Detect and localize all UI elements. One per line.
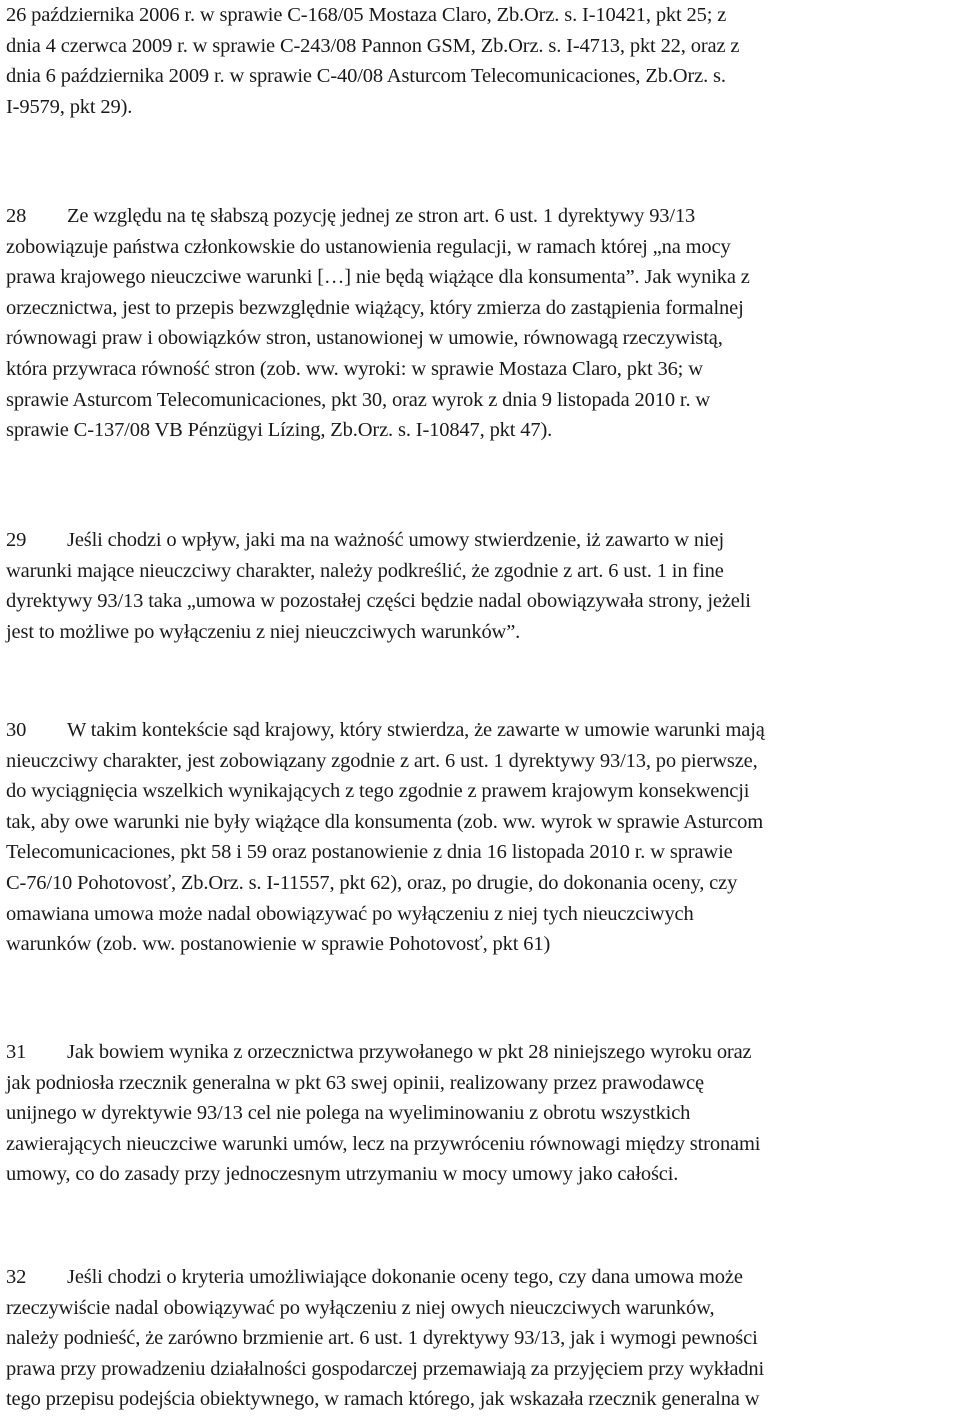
- paragraph-32: [6, 1262, 764, 1415]
- text-line: I‑9579, pkt 29).: [6, 95, 133, 118]
- document-page: [6, 0, 960, 1411]
- text-line: [6, 1037, 760, 1068]
- text-line: omawiana umowa może nadal obowiązywać po wyłączeniu z niej tych nieuczciwych: [6, 902, 694, 925]
- text-line: warunki mające nieuczciwy charakter, należy podkreślić, że zgodnie z art. 6 ust. 1 in fine: [6, 559, 724, 582]
- paragraph-number: 29: [6, 529, 27, 551]
- text-line: [6, 525, 751, 556]
- paragraph-31: [6, 1037, 760, 1190]
- text-line: Telecomunicaciones, pkt 58 i 59 oraz postanowienie z dnia 16 listopada 2010 r. w sprawie: [6, 841, 733, 864]
- text-line: nieuczciwy charakter, jest zobowiązany zgodnie z art. 6 ust. 1 dyrektywy 93/13, po pierwsze,: [6, 749, 758, 772]
- text-line: dnia 6 października 2009 r. w sprawie C‑40/08 Asturcom Telecomunicaciones, Zb.Orz. s.: [6, 65, 726, 88]
- paragraph-number: 32: [6, 1266, 27, 1288]
- paragraph-29: [6, 525, 751, 647]
- text-line: warunków (zob. ww. postanowienie w sprawie Pohotovosť, pkt 61): [6, 933, 551, 956]
- text-line: jak podniosła rzecznik generalna w pkt 63 swej opinii, realizowany przez prawodawcę: [6, 1071, 704, 1094]
- text-line: tak, aby owe warunki nie były wiążące dla konsumenta (zob. ww. wyrok w sprawie Asturcom: [6, 810, 764, 833]
- paragraph-28: [6, 201, 750, 446]
- text-line-content: Ze względu na tę słabszą pozycję jednej ze stron art. 6 ust. 1 dyrektywy 93/13: [67, 205, 696, 227]
- text-line: tego przepisu podejścia obiektywnego, w ramach którego, jak wskazała rzecznik generalna w: [6, 1388, 760, 1411]
- text-line-content: Jeśli chodzi o wpływ, jaki ma na ważność umowy stwierdzenie, iż zawarto w niej: [67, 529, 725, 551]
- text-line: prawa przy prowadzeniu działalności gospodarczej przemawiają za przyjęciem przy wykładni: [6, 1357, 765, 1380]
- text-line: która przywraca równość stron (zob. ww. wyroki: w sprawie Mostaza Claro, pkt 36; w: [6, 357, 703, 380]
- text-line: prawa krajowego nieuczciwe warunki […] nie będą wiążące dla konsumenta”. Jak wynika z: [6, 266, 750, 289]
- paragraph-number: 31: [6, 1041, 27, 1063]
- paragraph-continuation: [6, 0, 960, 122]
- text-line: zawierających nieuczciwe warunki umów, lecz na przywróceniu równowagi między stronami: [6, 1132, 761, 1155]
- text-line: jest to możliwe po wyłączeniu z niej nieuczciwych warunków”.: [6, 620, 521, 643]
- paragraph-number: 28: [6, 205, 27, 227]
- text-line: 26 października 2006 r. w sprawie C‑168/05 Mostaza Claro, Zb.Orz. s. I‑10421, pkt 25; z: [6, 4, 727, 26]
- text-line: równowagi praw i obowiązków stron, ustanowionej w umowie, równowagą rzeczywistą,: [6, 327, 723, 350]
- text-line: [6, 1262, 764, 1293]
- text-line: należy podnieść, że zarówno brzmienie art. 6 ust. 1 dyrektywy 93/13, jak i wymogi pewności: [6, 1327, 758, 1350]
- text-line: umowy, co do zasady przy jednoczesnym utrzymaniu w mocy umowy jako całości.: [6, 1163, 679, 1186]
- text-line: zobowiązuje państwa członkowskie do ustanowienia regulacji, w ramach której „na mocy: [6, 235, 731, 258]
- text-line: [6, 201, 750, 232]
- text-line-content: Jak bowiem wynika z orzecznictwa przywołanego w pkt 28 niniejszego wyroku oraz: [67, 1041, 752, 1063]
- text-line: [6, 715, 765, 746]
- text-line: do wyciągnięcia wszelkich wynikających z tego zgodnie z prawem krajowym konsekwencji: [6, 780, 750, 803]
- text-line: C‑76/10 Pohotovosť, Zb.Orz. s. I‑11557, pkt 62), oraz, po drugie, do dokonania oceny, czy: [6, 871, 738, 894]
- text-line-content: W takim kontekście sąd krajowy, który stwierdza, że zawarte w umowie warunki mają: [67, 719, 765, 741]
- text-line: sprawie C‑137/08 VB Pénzügyi Lízing, Zb.Orz. s. I‑10847, pkt 47).: [6, 419, 553, 442]
- text-line: dyrektywy 93/13 taka „umowa w pozostałej części będzie nadal obowiązywała strony, jeżeli: [6, 590, 751, 613]
- text-line: sprawie Asturcom Telecomunicaciones, pkt 30, oraz wyrok z dnia 9 listopada 2010 r. w: [6, 388, 711, 411]
- paragraph-30: [6, 715, 765, 960]
- text-line: dnia 4 czerwca 2009 r. w sprawie C‑243/08 Pannon GSM, Zb.Orz. s. I‑4713, pkt 22, oraz z: [6, 34, 740, 57]
- paragraph-number: 30: [6, 719, 27, 741]
- text-line: rzeczywiście nadal obowiązywać po wyłączeniu z niej owych nieuczciwych warunków,: [6, 1296, 715, 1319]
- text-line: orzecznictwa, jest to przepis bezwzględnie wiążący, który zmierza do zastąpienia formalnej: [6, 296, 744, 319]
- text-line-content: Jeśli chodzi o kryteria umożliwiające dokonanie oceny tego, czy dana umowa może: [67, 1266, 743, 1288]
- text-line: unijnego w dyrektywie 93/13 cel nie polega na wyeliminowaniu z obrotu wszystkich: [6, 1102, 691, 1125]
